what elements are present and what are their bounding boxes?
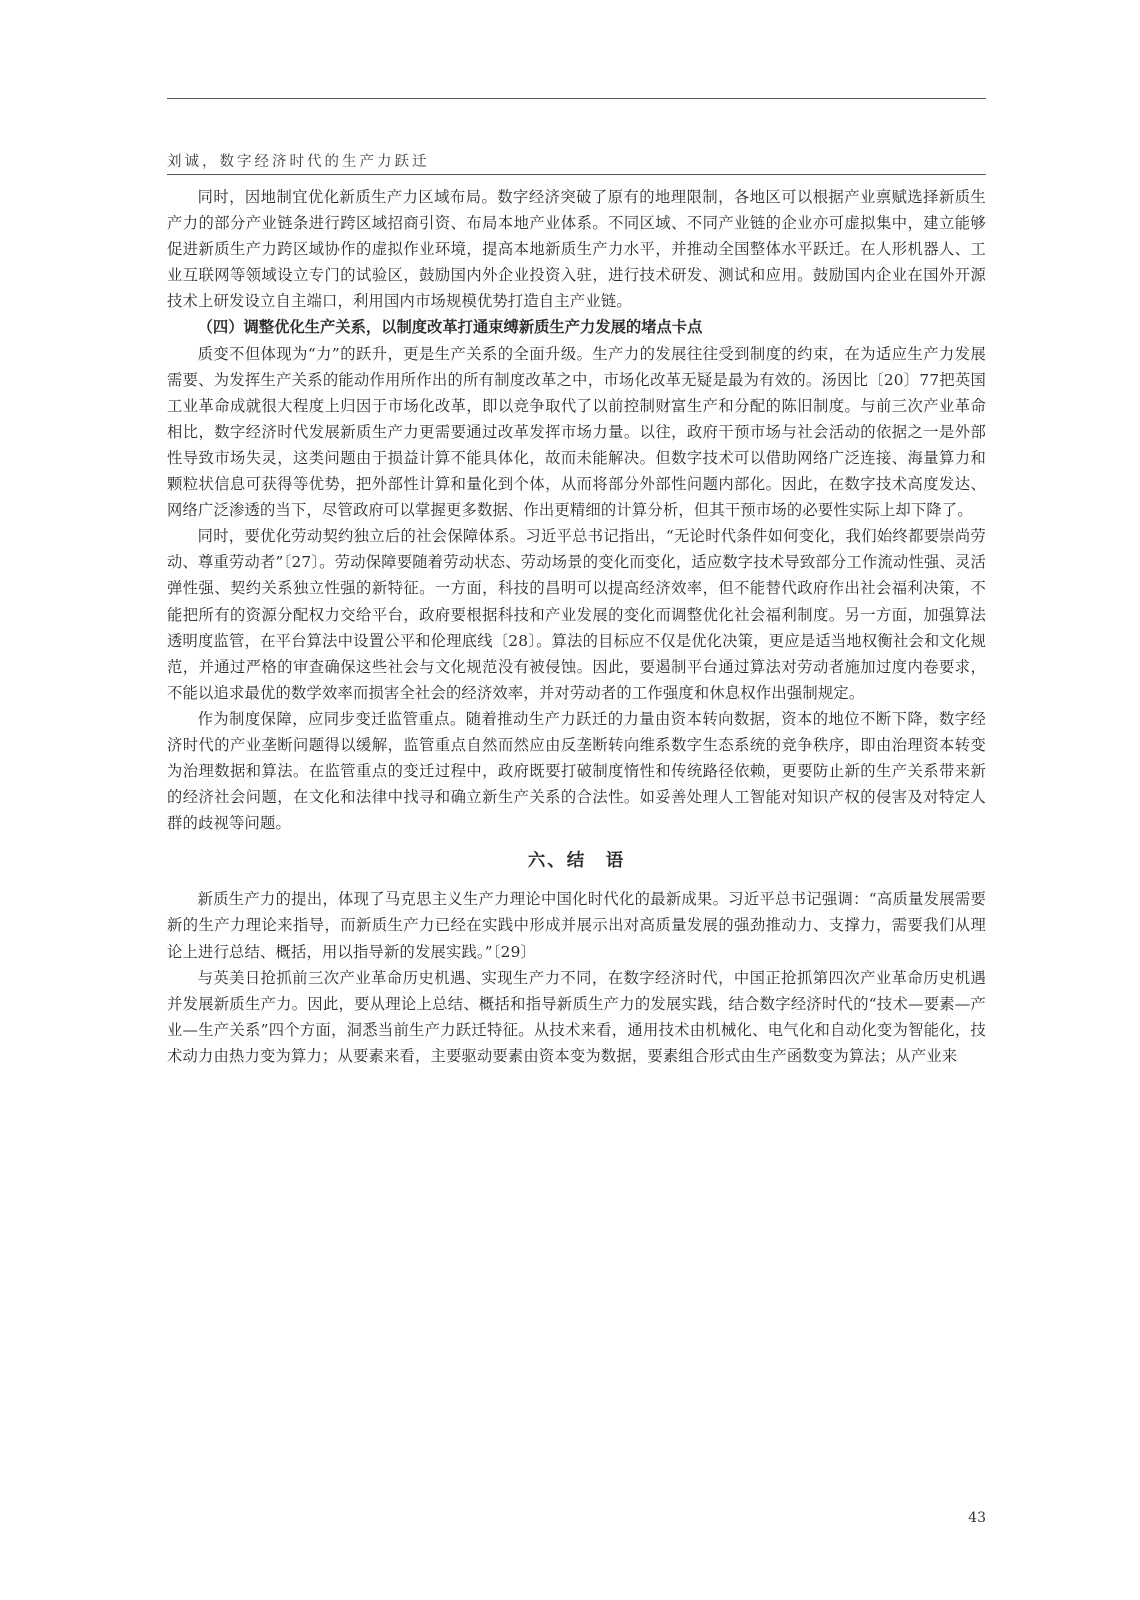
top-rule [167, 98, 986, 99]
section-heading-conclusion: 六、结 语 [527, 851, 626, 872]
paragraph-regional-layout: 同时，因地制宜优化新质生产力区域布局。数字经济突破了原有的地理限制，各地区可以根据产业禀赋选择新质生产力的部分产业链条进行跨区域招商引资、布局本地产业体系。不同区域、不同产业链的企业亦可虚拟集中，建立能够促进新质生产力跨区域协作的虚拟作业环境，提高本地新质生产力水平，并推动全国整体水平跃迁。在人形机器人、工业互联网等领域设立专门的试验区，鼓励国内外企业投资入驻，进行技术研发、测试和应用。鼓励国内企业在国外开源技术上研发设立自主端口，利用国内市场规模优势打造自主产业链。 [167, 188, 986, 311]
paragraph-conclusion-2: 与英美日抢抓前三次产业革命历史机遇、实现生产力不同，在数字经济时代，中国正抢抓第四次产业革命历史机遇并发展新质生产力。因此，要从理论上总结、概括和指导新质生产力的发展实践，结合数字经济时代的“技术—要素—产业—生产关系”四个方面，洞悉当前生产力跃迁特征。从技术来看，通用技术由机械化、电气化和自动化变为智能化，技术动力由热力变为算力；从要素来看，主要驱动要素由资本变为数据，要素组合形式由生产函数变为算法；从产业来 [167, 968, 986, 1065]
header-rule [167, 174, 986, 175]
paragraph-conclusion-1: 新质生产力的提出，体现了马克思主义生产力理论中国化时代化的最新成果。习近平总书记强调：“高质量发展需要新的生产力理论来指导，而新质生产力已经在实践中形成并展示出对高质量发展的强劲推动力、支撑力，需要我们从理论上进行总结、概括，用以指导新的发展实践。”〔29〕 [167, 890, 986, 961]
running-head: 刘诚，数字经济时代的生产力跃迁 [167, 154, 430, 170]
paragraph-social-security: 同时，要优化劳动契约独立后的社会保障体系。习近平总书记指出，“无论时代条件如何变化，我们始终都要崇尚劳动、尊重劳动者”〔27〕。劳动保障要随着劳动状态、劳动场景的变化而变化，适应数字技术导致部分工作流动性强、灵活弹性强、契约关系独立性强的新特征。一方面，科技的昌明可以提高经济效率，但不能替代政府作出社会福利决策，不能把所有的资源分配权力交给平台，政府要根据科技和产业发展的变化而调整优化社会福利制度。另一方面，加强算法透明度监管，在平台算法中设置公平和伦理底线〔28〕。算法的目标应不仅是优化决策，更应是适当地权衡社会和文化规范，并通过严格的审查确保这些社会与文化规范没有被侵蚀。因此，要遏制平台通过算法对劳动者施加过度内卷要求，不能以追求最优的数学效率而损害全社会的经济效率，并对劳动者的工作强度和休息权作出强制规定。 [167, 527, 986, 702]
paragraph-regulation: 作为制度保障，应同步变迁监管重点。随着推动生产力跃迁的力量由资本转向数据，资本的地位不断下降，数字经济时代的产业垄断问题得以缓解，监管重点自然而然应由反垄断转向维系数字生态系统的竞争秩序，即由治理资本转变为治理数据和算法。在监管重点的变迁过程中，政府既要打破制度惰性和传统路径依赖，更要防止新的生产关系带来新的经济社会问题，在文化和法律中找寻和确立新生产关系的合法性。如妥善处理人工智能对知识产权的侵害及对特定人群的歧视等问题。 [167, 709, 986, 833]
page-number: 43 [968, 1510, 986, 1526]
subsection-heading: （四）调整优化生产关系，以制度改革打通束缚新质生产力发展的堵点卡点 [197, 318, 703, 337]
article-body [167, 184, 986, 1069]
paragraph-market-reform: 质变不但体现为“力”的跃升，更是生产关系的全面升级。生产力的发展往往受到制度的约束，在为适应生产力发展需要、为发挥生产关系的能动作用所作出的所有制度改革之中，市场化改革无疑是最为有效的。汤因比〔20〕77把英国工业革命成就很大程度上归因于市场化改革，即以竞争取代了以前控制财富生产和分配的陈旧制度。与前三次产业革命相比，数字经济时代发展新质生产力更需要通过改革发挥市场力量。以往，政府干预市场与社会活动的依据之一是外部性导致市场失灵，这类问题由于损益计算不能具体化，故而未能解决。但数字技术可以借助网络广泛连接、海量算力和颗粒状信息可获得等优势，把外部性计算和量化到个体，从而将部分外部性问题内部化。因此，在数字技术高度发达、网络广泛渗透的当下，尽管政府可以掌握更多数据、作出更精细的计算分析，但其干预市场的必要性实际上却下降了。 [167, 344, 986, 520]
